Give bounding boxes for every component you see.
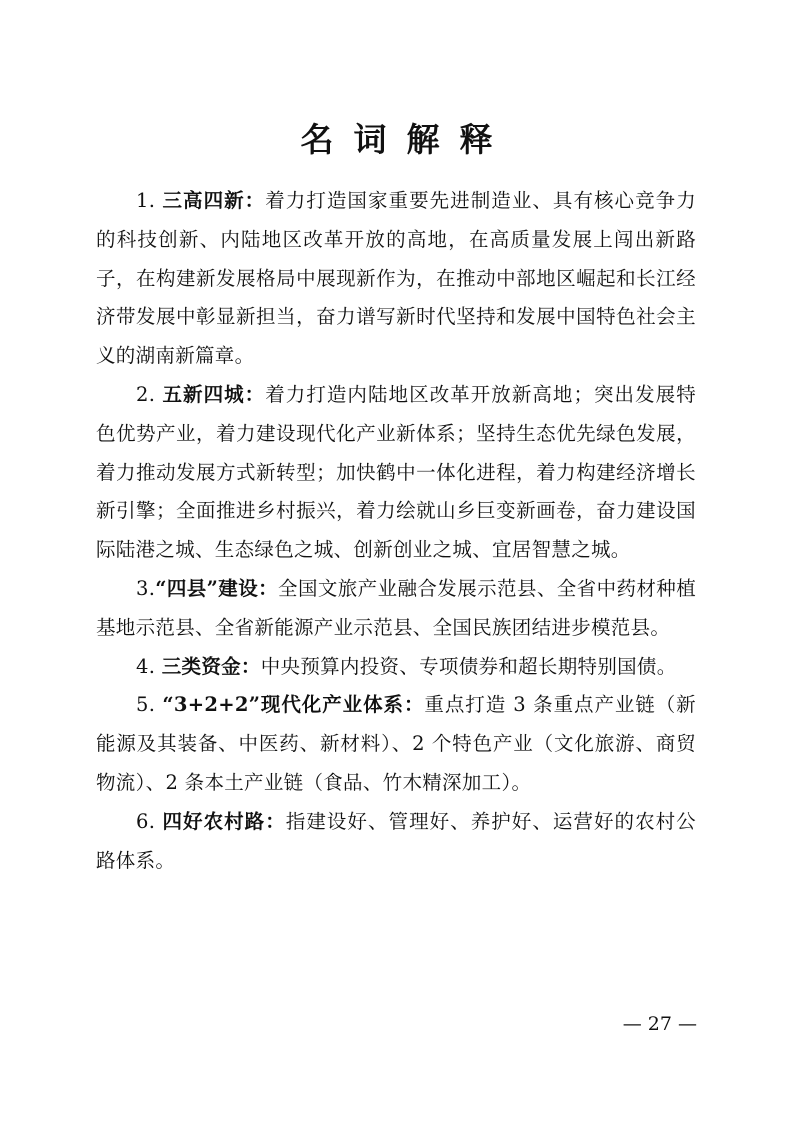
item-colon: ： [240,654,261,678]
item-term: “3+2+2”现代化产业体系 [162,693,404,717]
glossary-item-5 [96,686,696,802]
item-term: 五新四城 [162,382,245,406]
item-term: 四好农村路 [162,809,266,833]
item-number: 6. [136,809,156,833]
item-colon: ： [258,576,279,600]
glossary-item-4 [96,648,696,687]
item-number: 1. [136,189,156,212]
page-number: — 27 — [622,1013,697,1035]
item-number: 2. [136,382,156,406]
item-number: 5. [136,693,156,717]
glossary-item-3 [96,570,696,648]
item-term: 三类资金 [161,654,241,678]
item-definition: 全国文旅产业融合发展示范县、全省中药材种植基地示范县、全省新能源产业示范县、全国民族团结进步模范县。 [96,576,696,639]
item-definition: 重点打造 3 条重点产业链（新能源及其装备、中医药、新材料）、2 个特色产业（文化旅游、商贸物流）、2 条本土产业链（食品、竹木精深加工）。 [96,693,696,794]
item-term: “四县”建设 [155,576,259,600]
page-title: 名词解释 [300,120,513,160]
item-definition: 着力打造国家重要先进制造业、具有核心竞争力的科技创新、内陆地区改革开放的高地，在高质量发展上闯出新路子，在构建新发展格局中展现新作为，在推动中部地区崛起和长江经济带发展中彰显新担当，奋力谱写新时代坚持和发展中国特色社会主义的湖南新篇章。 [96,189,696,368]
glossary-item-1 [96,182,696,376]
item-definition: 着力打造内陆地区改革开放新高地；突出发展特色优势产业，着力建设现代化产业新体系；坚持生态优先绿色发展，着力推动发展方式新转型；加快鹤中一体化进程，着力构建经济增长新引擎；全面推进乡村振兴，着力绘就山乡巨变新画卷，奋力建设国际陆港之城、生态绿色之城、创新创业之城、宜居智慧之城。 [96,382,696,562]
item-term: 三高四新 [162,189,245,212]
item-number: 4. [136,654,156,678]
item-colon: ： [265,809,286,833]
glossary-item-6 [96,803,696,881]
glossary-item-2 [96,376,696,570]
item-definition: 指建设好、管理好、养护好、运营好的农村公路体系。 [96,809,696,872]
glossary-list [96,182,696,880]
item-definition: 中央预算内投资、专项债券和超长期特别国债。 [260,654,677,678]
item-colon: ： [244,382,266,406]
item-number: 3. [136,576,156,600]
item-colon: ： [244,189,266,212]
item-colon: ： [403,693,425,717]
